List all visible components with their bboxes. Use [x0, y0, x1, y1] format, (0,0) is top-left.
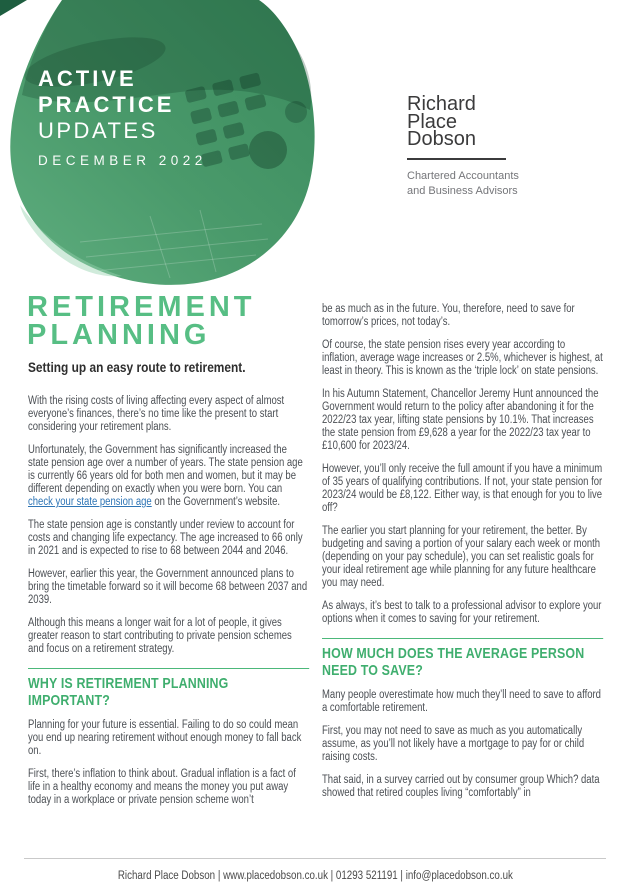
page-footer [24, 858, 606, 884]
logo-name-line3: Dobson [407, 128, 476, 150]
paragraph-text: Unfortunately, the Government has significantly increased the state pension age over a number of years. The state pension age is currently 66 years old for both men and women, but it may be different depending on exactly when you were born. You can [28, 444, 303, 495]
paragraph: However, you’ll only receive the full amount if you have a minimum of 35 years of qualifying contributions. If not, your state pension for 2023/24 would be £8,122. Either way, is that enough for you to live off? [322, 463, 603, 514]
masthead-date: DECEMBER 2022 [38, 153, 207, 168]
logo-mark-green-icon [431, 45, 458, 88]
masthead [38, 66, 207, 168]
footer-contact-line: Richard Place Dobson | www.placedobson.co.uk | 01293 521191 | info@placedobson.co.uk [117, 870, 513, 882]
paragraph [28, 444, 309, 509]
paragraph: be as much as in the future. You, therefore, need to save for tomorrow’s prices, not today’s. [322, 303, 575, 328]
left-column [28, 395, 309, 817]
paragraph: Planning for your future is essential. Failing to do so could mean you end up nearing retirement without enough money to fall back on. [28, 719, 302, 757]
paragraph: That said, in a survey carried out by consumer group Which? data showed that retired couples living “comfortably” in [322, 774, 600, 799]
logo-mark-blue-icon [455, 45, 482, 88]
logo-tagline [407, 169, 587, 199]
paragraph: First, there’s inflation to think about. Gradual inflation is a fact of life in a healthy economy and means the money you put away today in a workplace or private pension scheme won’t [28, 768, 296, 806]
article-title [27, 293, 256, 349]
logo-tagline-line1: Chartered Accountants [407, 169, 519, 182]
paragraph: First, you may not need to save as much as you automatically assume, as you’ll not likely have a mortgage to pay for or child raising costs. [322, 725, 585, 763]
paragraph-text: on the Government’s website. [151, 496, 281, 508]
paragraph: Many people overestimate how much they’ll need to save to afford a comfortable retirement. [322, 689, 601, 714]
article-title-line1: RETIREMENT [27, 291, 256, 323]
paragraph: Of course, the state pension rises every year according to inflation, average wage increases or 2.5%, whichever is highest, at least in theory. This is known as the ‘triple lock’ on state pensions. [322, 339, 603, 377]
logo-divider [407, 158, 506, 160]
paragraph: The state pension age is constantly under review to account for costs and changing life expectancy. The age increased to 66 only in 2021 and is expected to rise to 68 between 2044 and 2046. [28, 519, 303, 557]
logo-name-line1: Richard [407, 93, 476, 115]
right-column [322, 303, 603, 810]
article-subtitle: Setting up an easy route to retirement. [28, 359, 246, 375]
masthead-title-line2: PRACTICE [38, 92, 175, 117]
paragraph: With the rising costs of living affecting every aspect of almost everyone’s finances, there’s no time like the present to start considering your retirement plans. [28, 395, 285, 433]
logo-marks [407, 45, 587, 89]
paragraph: Although this means a longer wait for a lot of people, it gives greater reason to start contributing to private pension schemes and focus on a retirement strategy. [28, 617, 292, 655]
paragraph: In his Autumn Statement, Chancellor Jeremy Hunt announced the Government would return to the policy after abandoning it for the 2022/23 tax year, lifting state pensions by 10.1%. That increases the state pension from £9,628 a year for the 2022/23 tax year to £10,600 for 2023/24. [322, 388, 599, 452]
paragraph: As always, it’s best to talk to a professional advisor to explore your options when it comes to saving for your retirement. [322, 600, 602, 625]
section-heading-why-important: WHY IS RETIREMENT PLANNING IMPORTANT? [28, 668, 309, 709]
masthead-title-line1: ACTIVE [38, 66, 137, 91]
section-heading-how-much-save: HOW MUCH DOES THE AVERAGE PERSON NEED TO SAVE? [322, 638, 603, 679]
paragraph: The earlier you start planning for your retirement, the better. By budgeting and saving a portion of your salary each week or month (depending on your pay schedule), you can set realistic goals for your ideal retirement age while planning for any future healthcare you may need. [322, 525, 601, 589]
masthead-title-line3: UPDATES [38, 118, 158, 143]
state-pension-age-link[interactable]: check your state pension age [28, 496, 152, 508]
logo-name-line2: Place [407, 110, 458, 133]
logo-company-name [407, 93, 587, 150]
company-logo [407, 45, 587, 199]
logo-mark-purple-icon [407, 45, 434, 88]
corner-triangle-shape [0, 0, 27, 16]
logo-tagline-line2: and Business Advisors [407, 184, 518, 197]
article-title-line2: PLANNING [27, 319, 211, 351]
paragraph: However, earlier this year, the Government announced plans to bring the timetable forward so it will become 68 between 2037 and 2039. [28, 568, 308, 606]
